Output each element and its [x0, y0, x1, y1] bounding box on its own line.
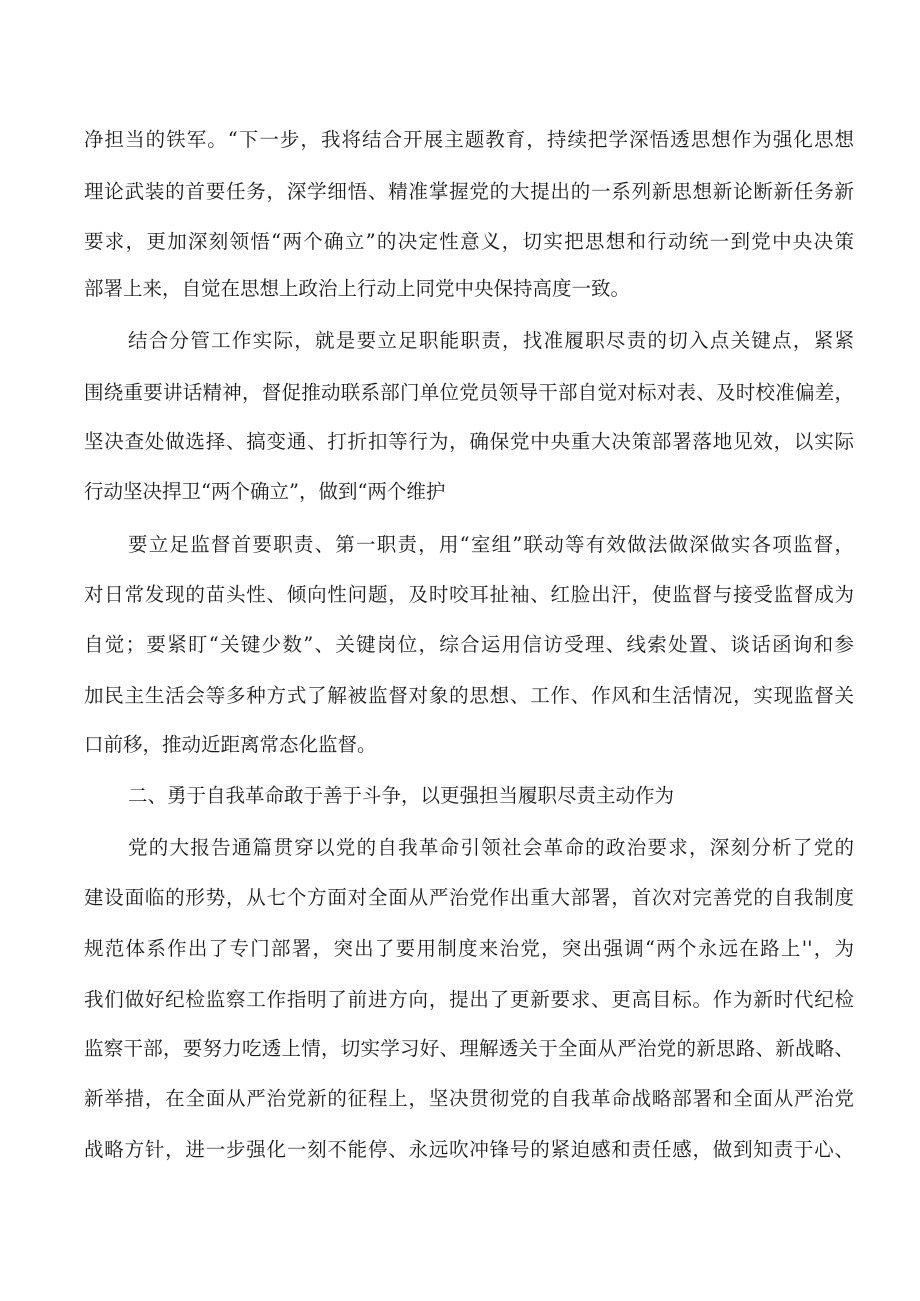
section-heading: 二、勇于自我革命敢于善于斗争，以更强担当履职尽责主动作为	[128, 784, 675, 807]
paragraph-3-line-5: 口前移，推动近距离常态化监督。	[84, 733, 377, 756]
paragraph-3-line-2: 对日常发现的苗头性、倾向性问题，及时咬耳扯袖、红脸出汗，使监督与接受监督成为	[84, 583, 854, 606]
paragraph-5-line-6: 新举措，在全面从严治党新的征程上，坚决贯彻党的自我革命战略部署和全面从严治党	[84, 1087, 854, 1110]
paragraph-1-line-4: 部署上来，自觉在思想上政治上行动上同党中央保持高度一致。	[84, 277, 631, 300]
paragraph-1-line-1: 净担当的铁军。“下一步，我将结合开展主题教育，持续把学深悟透思想作为强化思想	[84, 128, 854, 151]
paragraph-1-line-2: 理论武装的首要任务，深学细悟、精准掌握党的大提出的一系列新思想新论断新任务新	[84, 180, 854, 203]
paragraph-3-line-4: 加民主生活会等多种方式了解被监督对象的思想、工作、作风和生活情况，实现监督关	[84, 684, 854, 707]
paragraph-2-line-2: 围绕重要讲话精神，督促推动联系部门单位党员领导干部自觉对标对表、及时校准偏差，	[84, 381, 854, 404]
paragraph-5-line-7: 战略方针，进一步强化一刻不能停、永远吹冲锋号的紧迫感和责任感，做到知责于心、	[84, 1138, 854, 1161]
paragraph-3-line-3: 自觉；要紧盯“关键少数”、关键岗位，综合运用信访受理、线索处置、谈话函询和参	[84, 633, 854, 656]
paragraph-5-line-4: 我们做好纪检监察工作指明了前进方向，提出了更新要求、更高目标。作为新时代纪检	[84, 988, 854, 1011]
paragraph-5-line-1: 党的大报告通篇贯穿以党的自我革命引领社会革命的政治要求，深刻分析了党的	[128, 836, 854, 859]
paragraph-2-line-1: 结合分管工作实际，就是要立足职能职责，找准履职尽责的切入点关键点，紧紧	[128, 329, 854, 352]
paragraph-3-line-1: 要立足监督首要职责、第一职责，用“室组”联动等有效做法做深做实各项监督，	[128, 533, 854, 556]
paragraph-1-line-3: 要求，更加深刻领悟“两个确立”的决定性意义，切实把思想和行动统一到党中央决策	[84, 230, 854, 253]
paragraph-2-line-4: 行动坚决捍卫“两个确立”，做到“两个维护	[84, 480, 446, 503]
paragraph-2-line-3: 坚决查处做选择、搞变通、打折扣等行为，确保党中央重大决策部署落地见效，以实际	[84, 430, 854, 453]
paragraph-5-line-3: 规范体系作出了专门部署，突出了要用制度来治党，突出强调“两个永远在路上''，为	[84, 937, 854, 960]
paragraph-5-line-5: 监察干部，要努力吃透上情，切实学习好、理解透关于全面从严治党的新思路、新战略、	[84, 1037, 854, 1060]
paragraph-5-line-2: 建设面临的形势，从七个方面对全面从严治党作出重大部署，首次对完善党的自我制度	[84, 886, 854, 909]
